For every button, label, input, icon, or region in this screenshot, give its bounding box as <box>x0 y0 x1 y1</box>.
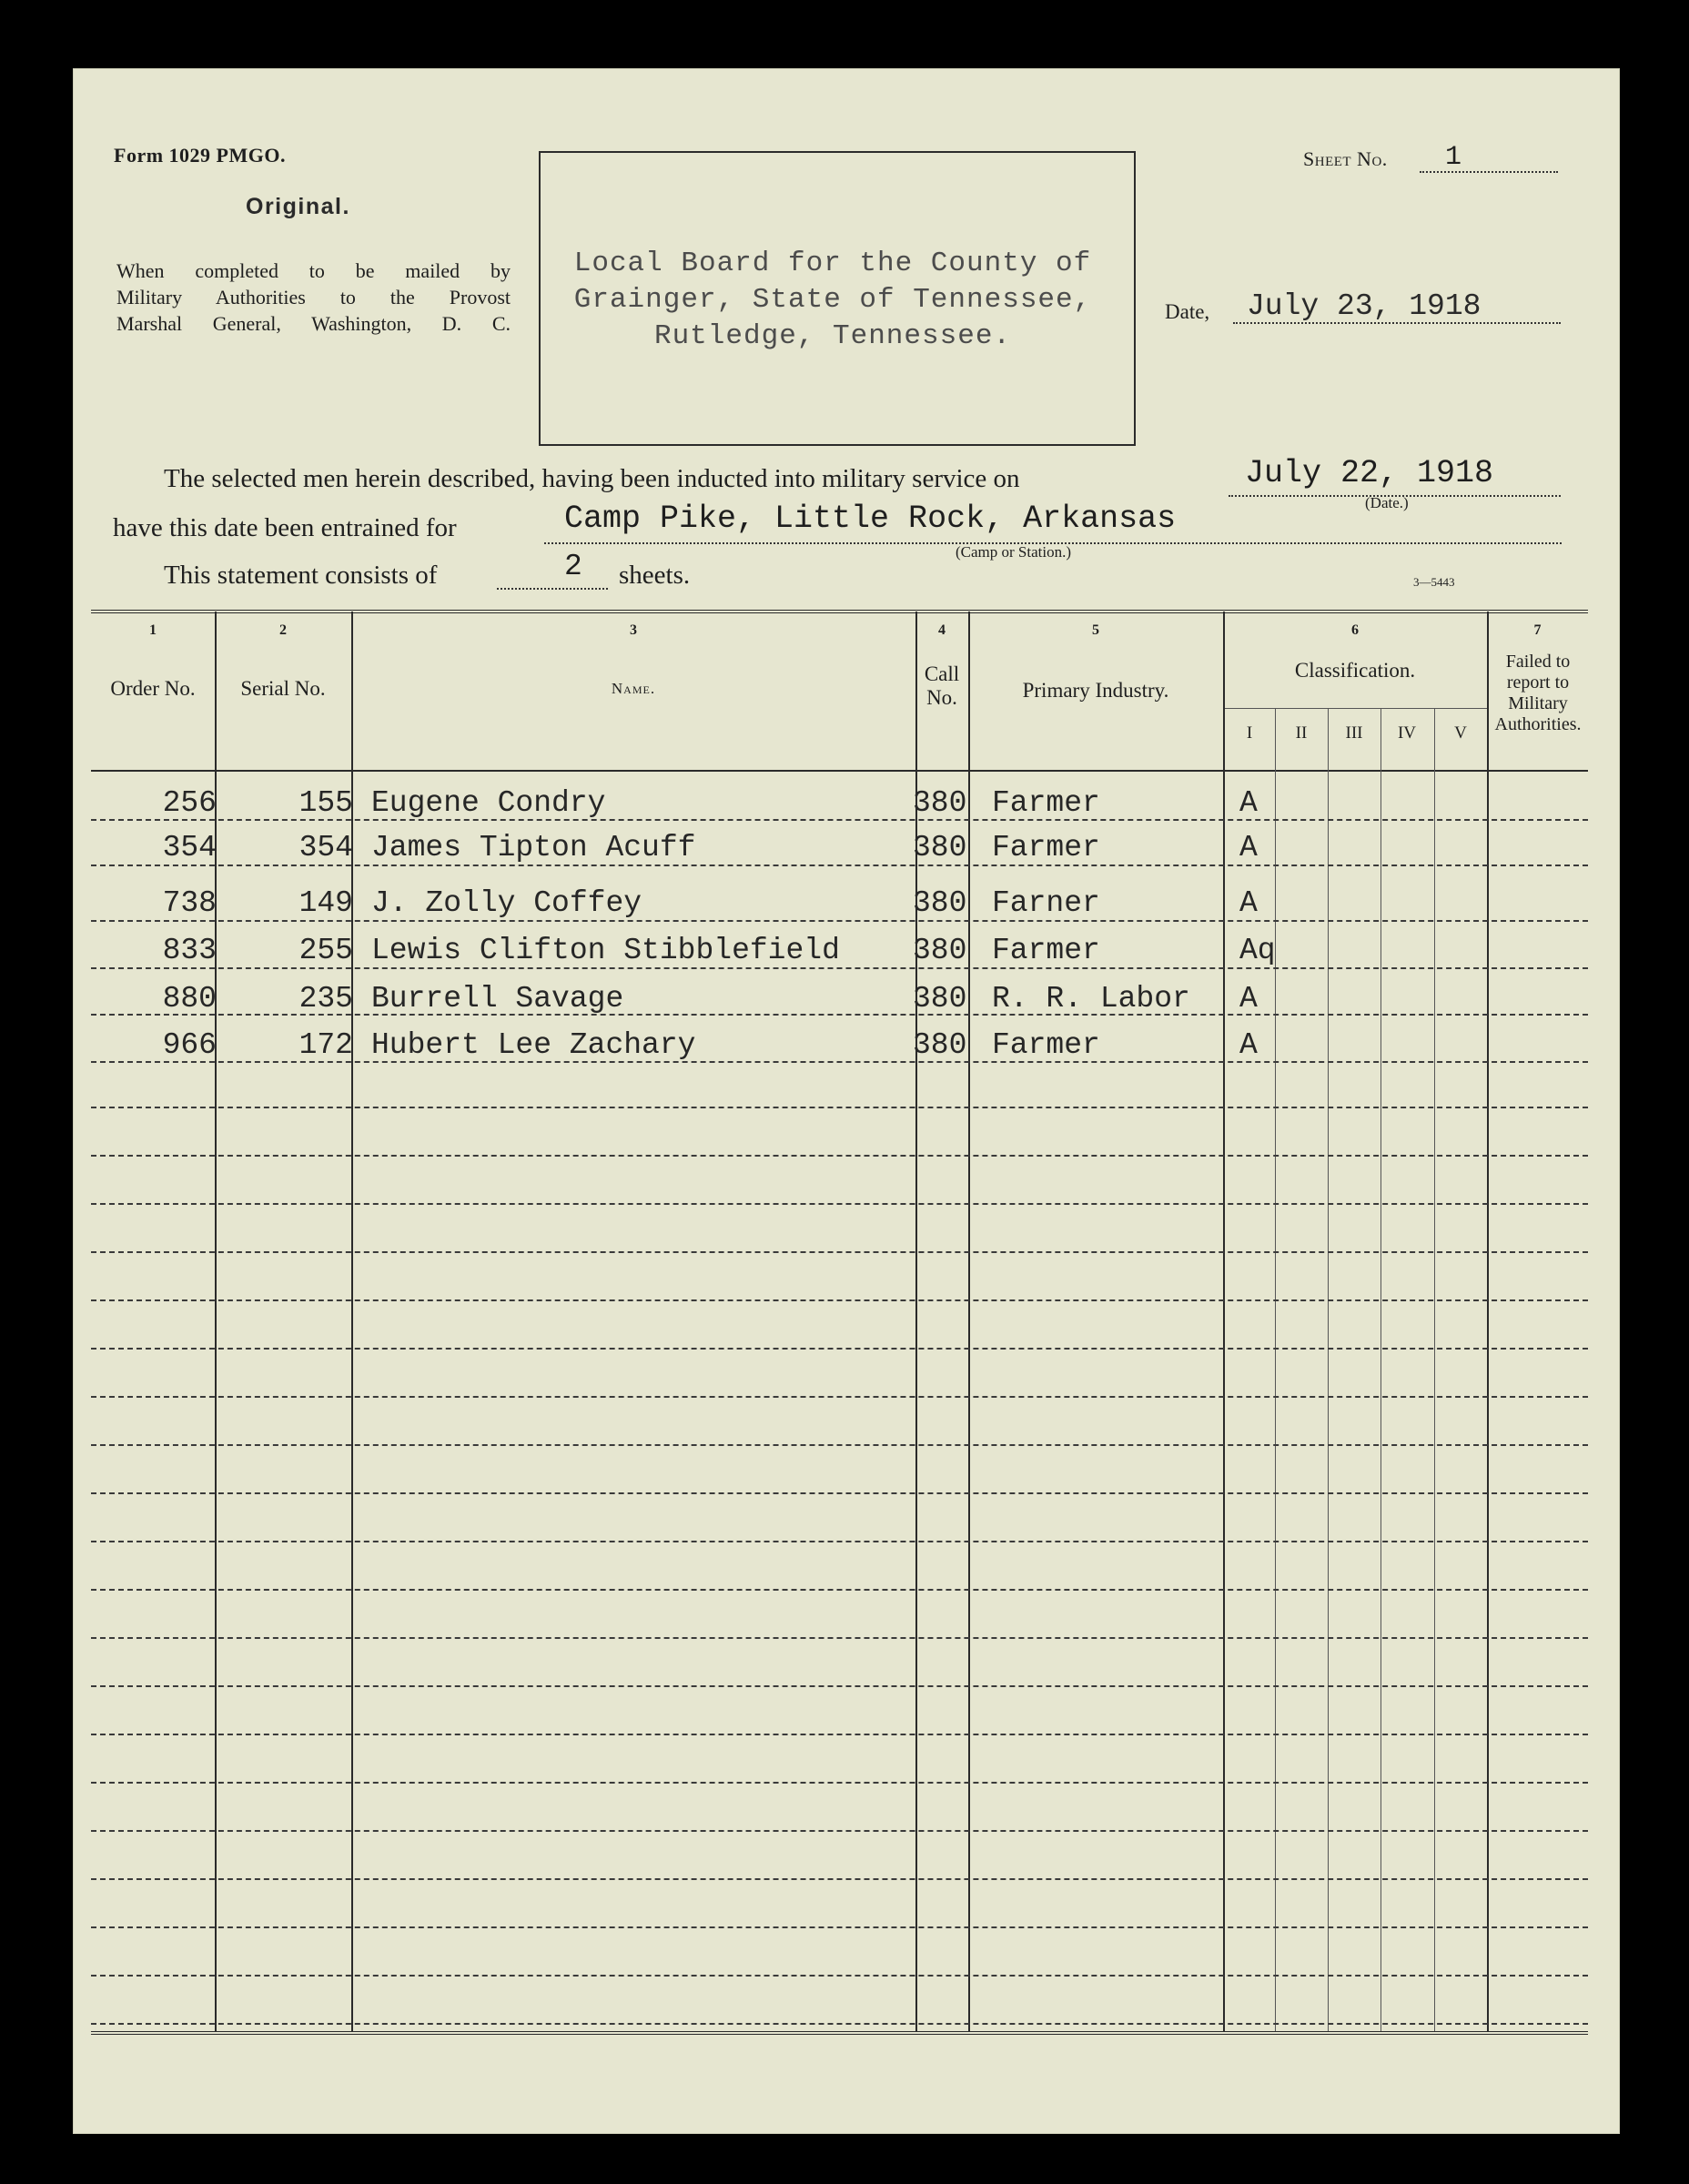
entry-rule <box>91 1975 1588 1977</box>
entry-rule <box>91 1444 1588 1446</box>
entry-rule <box>91 1348 1588 1350</box>
class-v-header: V <box>1454 723 1467 743</box>
call-no-cell: 380 <box>913 786 967 820</box>
order-no-cell: 256 <box>162 786 217 820</box>
class-ii-header: II <box>1295 723 1308 743</box>
entry-rule <box>91 1830 1588 1832</box>
classification-cell: A <box>1239 886 1258 920</box>
entry-rule <box>91 1685 1588 1687</box>
entry-rule <box>91 1926 1588 1928</box>
primary-industry-header: Primary Industry. <box>1022 679 1169 702</box>
name-cell: Eugene Condry <box>371 786 606 820</box>
name-cell: J. Zolly Coffey <box>371 886 642 920</box>
order-no-cell: 966 <box>162 1028 217 1062</box>
class-iii-header: III <box>1345 723 1363 743</box>
serial-no-cell: 155 <box>298 786 353 820</box>
stamp-line: Local Board for the County of <box>573 248 1092 279</box>
entry-rule <box>91 1251 1588 1253</box>
column-divider <box>351 612 353 2031</box>
serial-no-cell: 354 <box>298 831 353 864</box>
mailing-instructions <box>116 258 511 337</box>
date-value: July 23, 1918 <box>1247 289 1482 323</box>
class-divider <box>1328 708 1329 2031</box>
entry-rule <box>91 1878 1588 1880</box>
call-no-cell: 380 <box>913 934 967 967</box>
entry-rule <box>91 1155 1588 1157</box>
mailing-line: When completed to be mailed by <box>116 259 511 282</box>
order-no-header: Order No. <box>110 677 196 700</box>
classification-cell: A <box>1239 1028 1258 1062</box>
order-no-cell: 880 <box>162 982 217 1016</box>
industry-cell: Farner <box>992 886 1100 920</box>
sheet-label: Sheet No. <box>1303 147 1388 170</box>
name-cell: James Tipton Acuff <box>371 831 696 864</box>
mailing-line: Military Authorities to the Provost <box>116 286 511 308</box>
industry-cell: Farmer <box>992 1028 1100 1062</box>
local-board-stamp <box>546 246 1119 355</box>
entry-rule <box>91 1107 1588 1108</box>
entry-rule <box>91 1396 1588 1398</box>
print-code: 3—5443 <box>1413 575 1455 589</box>
col-num: 2 <box>279 622 287 638</box>
column-divider <box>1223 612 1225 2031</box>
col-num: 6 <box>1351 622 1359 638</box>
entry-rule <box>91 1299 1588 1301</box>
class-iv-header: IV <box>1397 723 1417 743</box>
stamp-line: Rutledge, Tennessee. <box>653 320 1012 352</box>
column-divider <box>968 612 970 2031</box>
entry-rule <box>91 1734 1588 1735</box>
sheets-word: sheets. <box>619 561 691 590</box>
call-no-cell: 380 <box>913 831 967 864</box>
call-no-cell: 380 <box>913 886 967 920</box>
entry-rule <box>91 2023 1588 2025</box>
order-no-cell: 738 <box>162 886 217 920</box>
classification-cell: A <box>1239 786 1258 820</box>
class-divider <box>1434 708 1435 2031</box>
sheets-line <box>497 557 608 590</box>
inducted-date: July 22, 1918 <box>1245 455 1494 491</box>
consists-text: This statement consists of <box>164 561 438 590</box>
industry-cell: Farmer <box>992 934 1100 967</box>
entry-rule <box>91 1589 1588 1591</box>
sheet-line <box>1420 146 1558 173</box>
stamp-line: Grainger, State of Tennessee, <box>573 284 1092 316</box>
industry-cell: Farmer <box>992 831 1100 864</box>
entry-rule <box>91 864 1588 866</box>
industry-cell: Farmer <box>992 786 1100 820</box>
entry-rule <box>91 967 1588 969</box>
entry-rule <box>91 920 1588 922</box>
date-caption: (Date.) <box>1365 494 1409 511</box>
order-no-cell: 354 <box>162 831 217 864</box>
name-cell: Burrell Savage <box>371 982 624 1016</box>
serial-no-cell: 172 <box>298 1028 353 1062</box>
column-divider <box>1487 612 1489 2031</box>
call-no-cell: 380 <box>913 1028 967 1062</box>
serial-no-cell: 235 <box>298 982 353 1016</box>
entry-rule <box>91 1637 1588 1639</box>
header-bottom-rule <box>91 770 1588 772</box>
classification-header: Classification. <box>1294 659 1416 682</box>
failed-to-report-header: Failed to report to Military Authorities. <box>1494 652 1582 734</box>
class-i-header: I <box>1246 723 1253 743</box>
col-num: 4 <box>938 622 946 638</box>
copy-label: Original. <box>246 194 350 219</box>
name-cell: Lewis Clifton Stibblefield <box>371 934 840 967</box>
camp-value: Camp Pike, Little Rock, Arkansas <box>564 500 1177 537</box>
sheet-number: 1 <box>1445 142 1462 173</box>
inducted-text: The selected men herein described, having been inducted into military service on <box>164 464 1020 493</box>
mailing-line: Marshal General, Washington, D. C. <box>116 312 511 335</box>
serial-no-header: Serial No. <box>240 677 326 700</box>
sheets-count: 2 <box>564 550 582 583</box>
col-num: 1 <box>149 622 157 638</box>
entry-rule <box>91 1782 1588 1784</box>
column-divider <box>215 612 217 2031</box>
col-num: 5 <box>1092 622 1099 638</box>
col-num: 3 <box>630 622 637 638</box>
classification-sub-rule <box>1224 708 1488 709</box>
order-no-cell: 833 <box>162 934 217 967</box>
entry-rule <box>91 1203 1588 1205</box>
industry-cell: R. R. Labor <box>992 982 1190 1016</box>
call-no-cell: 380 <box>913 982 967 1016</box>
table-bottom-rule <box>91 2031 1588 2035</box>
entrained-text: have this date been entrained for <box>113 513 457 542</box>
col-num: 7 <box>1533 622 1542 638</box>
call-no-header: Call No. <box>924 662 960 709</box>
classification-cell: A <box>1239 831 1258 864</box>
entry-rule <box>91 1541 1588 1542</box>
name-cell: Hubert Lee Zachary <box>371 1028 696 1062</box>
entry-rule <box>91 1492 1588 1494</box>
serial-no-cell: 255 <box>298 934 353 967</box>
camp-caption: (Camp or Station.) <box>956 543 1072 561</box>
name-header: Name. <box>611 680 656 697</box>
classification-cell: Aq <box>1239 934 1276 967</box>
class-divider <box>1275 708 1276 2031</box>
classification-cell: A <box>1239 982 1258 1016</box>
form-id: Form 1029 PMGO. <box>114 144 286 167</box>
table-top-rule <box>91 610 1588 613</box>
serial-no-cell: 149 <box>298 886 353 920</box>
column-divider <box>915 612 917 2031</box>
date-label: Date, <box>1165 300 1210 323</box>
